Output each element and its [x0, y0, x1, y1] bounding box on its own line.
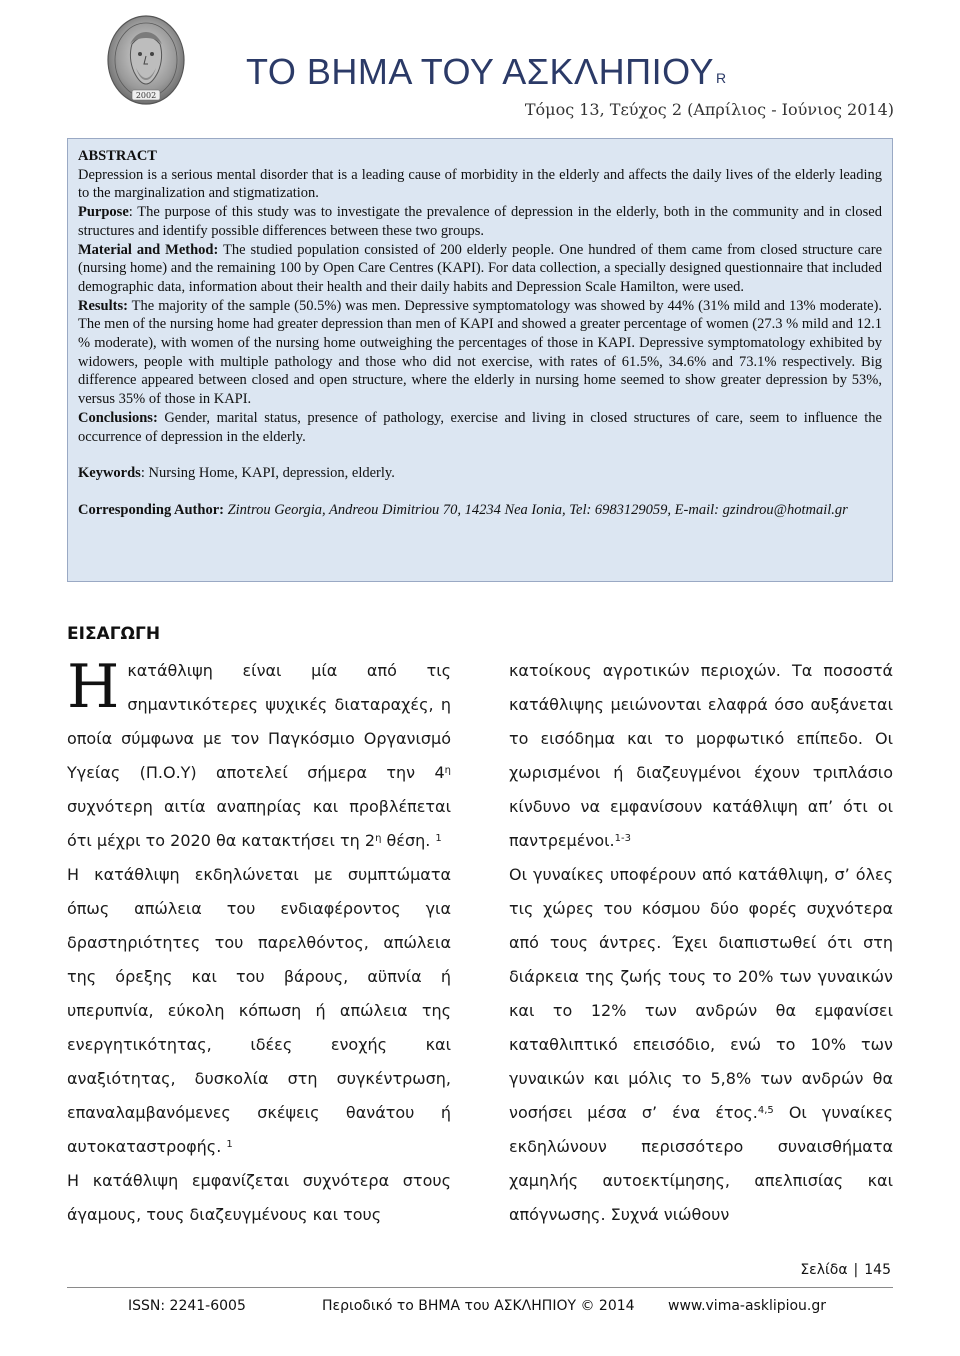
abstract-heading: ABSTRACT [78, 148, 157, 164]
abstract-results [78, 297, 882, 409]
p4-text: κατοίκους αγροτικών περιοχών. Τα ποσοστά κατάθλιψης μειώνονται ελαφρά όσο αυξάνεται το εισόδημα και το μορφωτικό επίπεδο. Οι χωρισμένοι ή διαζευγμένοι έχουν τριπλάσιο κίνδυνο να εμφανίσουν κατάθλιψη απ’ ότι οι παντρεμένοι. [509, 661, 893, 850]
abstract-spacer [78, 446, 882, 464]
results-label: Results: [78, 297, 128, 314]
p2-text: Η κατάθλιψη εκδηλώνεται με συμπτώματα όπως απώλεια του ενδιαφέροντος για δραστηριότητες του παρελθόντος, απώλεια της όρεξης και του βάρους, αϋπνία ή υπερυπνία, εύκολη κόπωση ή απώλεια της ενεργητικότητας, ιδέες ενοχής και αναξιότητας, δυσκολία στη συγκέντρωση, επαναλαμβανόμενες σκέψεις θανάτου ή αυτοκαταστροφής. [67, 865, 451, 1156]
author-label: Corresponding Author: [78, 501, 224, 518]
purpose-text: : The purpose of this study was to investigate the prevalence of depression in the elderly, both in the community and in closed structures and identify possible differences between these two groups. [78, 204, 882, 239]
abstract-box [67, 138, 893, 582]
journal-title [246, 50, 727, 94]
conclusions-label: Conclusions: [78, 409, 158, 426]
page-number [800, 1262, 891, 1278]
registered-mark: R [715, 70, 727, 86]
page-separator: | [853, 1262, 859, 1278]
keywords-label: Keywords [78, 465, 141, 482]
conclusions-text: Gender, marital status, presence of pathology, exercise and living in closed structures of care, seem to influence the occurrence of depression in the elderly. [78, 409, 882, 445]
p1-text-c: θέση. [381, 831, 436, 850]
abstract-method [78, 241, 882, 297]
issue-line: Τόμος 13, Τεύχος 2 (Απρίλιος - Ιούνιος 2014) [524, 100, 894, 119]
results-text: The majority of the sample (50.5%) was men. Depressive symptomatology was showed by 44% (31% mild and 13% moderate). The men of the nursing home had greater depression than men of KAPI and showed a greater percentage of women (27.3 % mild and 12.1 % moderate), with women of the nursing home outweighing the percentages of those in KAPI. Depressive symptomatology exhibited by widowers, people with multiple pathology and those who did not exercise, with rates of 61.5%, 34.6% and 73.1% respectively. Big difference appeared between closed and open structure, where the elderly in nursing home seemed to show greater depression by 53%, versus 35% of those in KAPI. [78, 297, 882, 408]
superscript: η [375, 833, 382, 844]
abstract-conclusions [78, 409, 882, 446]
intro-paragraph-4 [509, 654, 893, 858]
reference-citation: 4,5 [757, 1105, 774, 1116]
intro-paragraph-3: Η κατάθλιψη εμφανίζεται συχνότερα στους άγαμους, τους διαζευγμένους και τους [67, 1171, 451, 1224]
p5-text-a: Οι γυναίκες υποφέρουν από κατάθλιψη, σ’ όλες τις χώρες του κόσμου δύο φορές συχνότερα από τους άντρες. Έχει διαπιστωθεί ότι στη διάρκεια της ζωής τους το 20% των γυναικών και το 12% των ανδρών θα εμφανίσει καταθλιπτικό επεισόδιο, ενώ το 10% των γυναικών και μόλις το 5,8% των ανδρών θα νοσήσει μέσα σ’ ένα έτος. [509, 865, 893, 1122]
intro-paragraph-1 [67, 654, 451, 858]
journal-title-text: ΤΟ ΒΗΜΑ ΤΟΥ ΑΣΚΛΗΠΙΟΥ [246, 51, 714, 92]
journal-logo [106, 14, 186, 110]
purpose-label: Purpose [78, 204, 129, 221]
footer-divider [67, 1287, 893, 1288]
superscript: η [444, 765, 451, 776]
method-label: Material and Method: [78, 241, 219, 258]
body-column-left [67, 654, 451, 1232]
asklepius-head-seal-icon [106, 14, 186, 110]
footer-issn: ISSN: 2241-6005 [128, 1298, 246, 1314]
method-text: The studied population consisted of 200 elderly people. One hundred of them came from closed structure care (nursing home) and the remaining 100 by Open Care Centres (KAPI). For data collection, a specially designed questionnaire that included demographic data, information about their health and their daily habits and Depression Scale Hamilton, were used. [78, 241, 883, 295]
drop-cap: Η [67, 652, 120, 722]
footer-website-link[interactable]: www.vima-asklipiou.gr [668, 1298, 827, 1314]
reference-citation: 1 [435, 833, 442, 844]
body-column-right [509, 654, 893, 1232]
abstract-purpose [78, 203, 882, 240]
reference-citation: 1 [226, 1139, 233, 1150]
logo-year: 2002 [135, 91, 157, 100]
page-number-value: 145 [864, 1262, 891, 1278]
abstract-intro: Depression is a serious mental disorder that is a leading cause of morbidity in the elderly and affects the daily lives of the elderly leading to the marginalization and stigmatization. [78, 166, 882, 202]
footer-journal: Περιοδικό το ΒΗΜΑ του ΑΣΚΛΗΠΙΟΥ © 2014 [322, 1298, 635, 1314]
section-heading-intro: ΕΙΣΑΓΩΓΗ [67, 624, 161, 644]
p1-text-b: συχνότερη αιτία αναπηρίας και προβλέπεται ότι μέχρι το 2020 θα κατακτήσει τη 2 [67, 797, 451, 850]
abstract-author [78, 501, 882, 520]
p1-text-a: κατάθλιψη είναι μία από τις σημαντικότερες ψυχικές διαταραχές, η οποία σύμφωνα με τον Παγκόσμιο Οργανισμό Υγείας (Π.Ο.Υ) αποτελεί σήμερα την 4 [67, 661, 451, 782]
keywords-text: : Nursing Home, KAPI, depression, elderly. [140, 465, 395, 482]
abstract-spacer [78, 483, 882, 501]
p5-text-b: Οι γυναίκες εκδηλώνουν περισσότερο συναισθήματα χαμηλής αυτοεκτίμησης, απελπισίας και απόγνωσης. Συχνά νιώθουν [509, 1103, 893, 1224]
author-text: Zintrou Georgia, Andreou Dimitriou 70, 14234 Nea Ionia, Tel: 6983129059, E-mail: gzindrou@hotmail.gr [223, 501, 848, 518]
reference-citation: 1-3 [614, 833, 631, 844]
abstract-keywords [78, 464, 882, 483]
intro-paragraph-5 [509, 858, 893, 1232]
page-label: Σελίδα [800, 1262, 848, 1278]
intro-paragraph-2 [67, 858, 451, 1164]
